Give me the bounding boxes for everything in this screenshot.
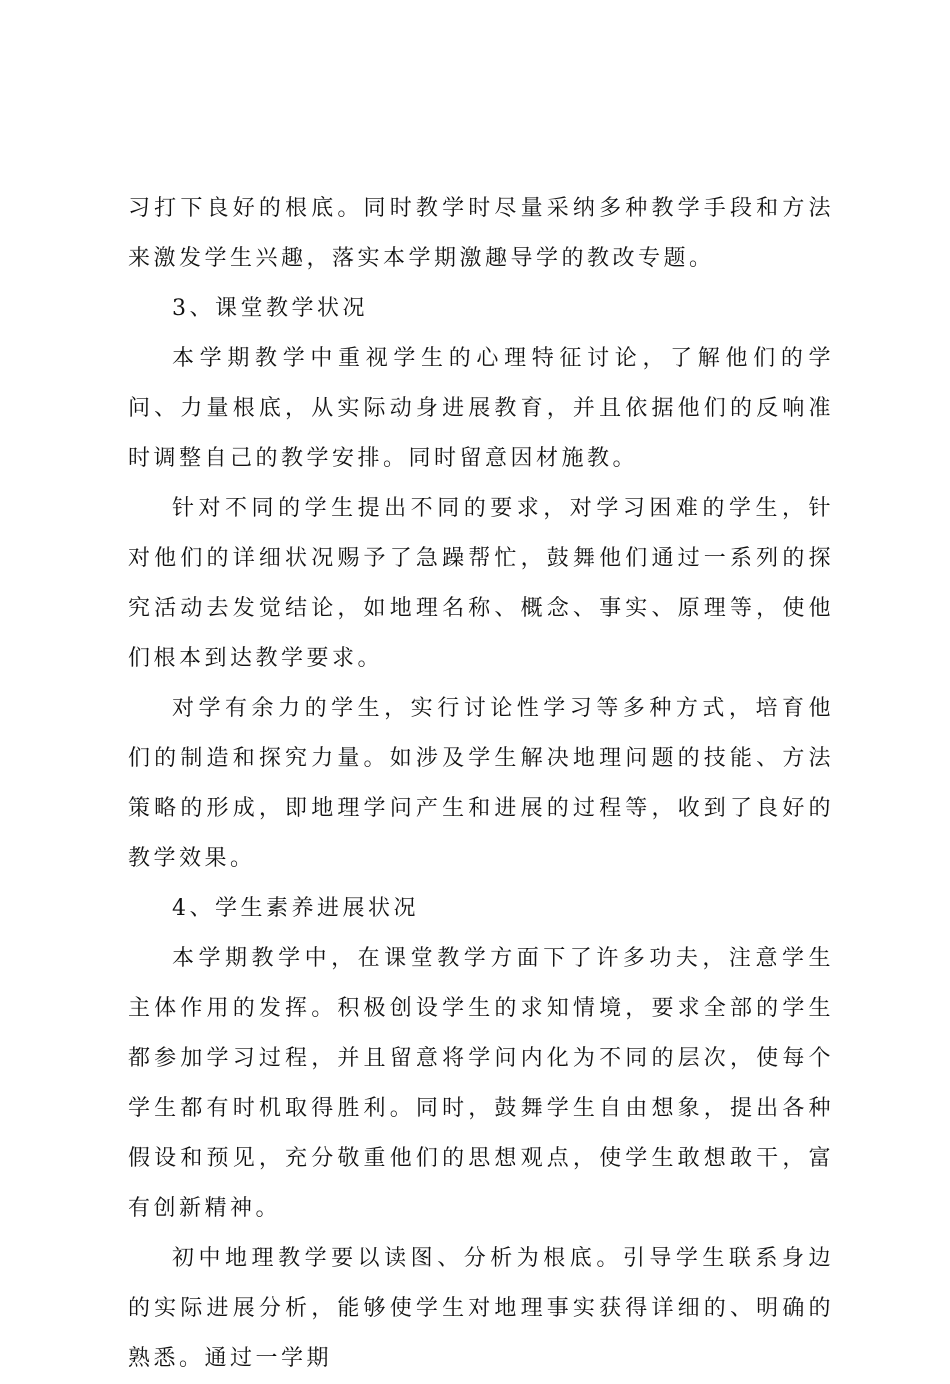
section-heading-classroom-teaching: 3、课堂教学状况	[172, 296, 368, 321]
document-body	[128, 184, 834, 1384]
paragraph: 初中地理教学要以读图、分析为根底。引导学生联系身边的实际进展分析，能够使学生对地理事实获得详细的、明确的熟悉。通过一学期	[128, 1246, 834, 1371]
paragraph: 针对不同的学生提出不同的要求，对学习困难的学生，针对他们的详细状况赐予了急躁帮忙，鼓舞他们通过一系列的探究活动去发觉结论，如地理名称、概念、事实、原理等，使他们根本到达教学要求。	[128, 496, 834, 671]
section-heading-student-quality: 4、学生素养进展状况	[172, 896, 419, 921]
paragraph: 本学期教学中，在课堂教学方面下了许多功夫，注意学生主体作用的发挥。积极创设学生的求知情境，要求全部的学生都参加学习过程，并且留意将学问内化为不同的层次，使每个学生都有时机取得胜利。同时，鼓舞学生自由想象，提出各种假设和预见，充分敬重他们的思想观点，使学生敢想敢干，富有创新精神。	[128, 946, 834, 1221]
paragraph: 本学期教学中重视学生的心理特征讨论，了解他们的学问、力量根底，从实际动身进展教育，并且依据他们的反响准时调整自己的教学安排。同时留意因材施教。	[128, 346, 834, 471]
paragraph-continuation: 习打下良好的根底。同时教学时尽量采纳多种教学手段和方法来激发学生兴趣，落实本学期激趣导学的教改专题。	[128, 196, 834, 271]
paragraph: 对学有余力的学生，实行讨论性学习等多种方式，培育他们的制造和探究力量。如涉及学生解决地理问题的技能、方法策略的形成，即地理学问产生和进展的过程等，收到了良好的教学效果。	[128, 696, 834, 871]
